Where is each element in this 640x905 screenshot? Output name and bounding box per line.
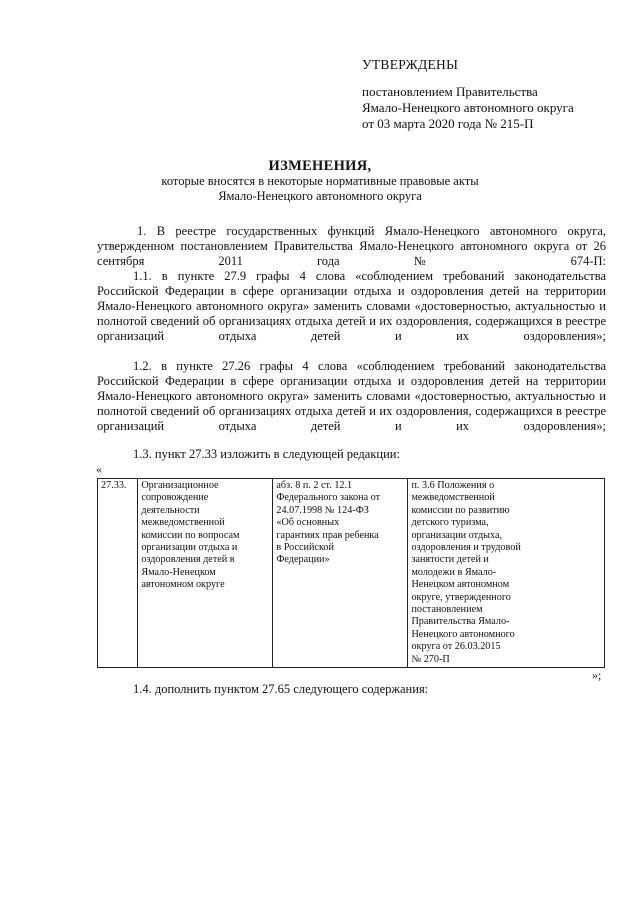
- table-row: [98, 479, 605, 668]
- cell-line: № 270-П: [411, 653, 450, 665]
- cell-line: молодежи в Ямало-: [411, 566, 497, 578]
- approved-heading: УТВЕРЖДЕНЫ: [362, 57, 459, 72]
- cell-line: оздоровления детей в: [141, 554, 235, 566]
- cell-line: занятости детей и: [411, 554, 489, 566]
- cell-line: п. 3.6 Положения о: [411, 480, 495, 491]
- cell-line: Федерального закона от: [276, 492, 381, 504]
- document-subtitle: Ямало-Ненецкого автономного округа: [218, 189, 422, 203]
- paragraph-1-1: 1.1. в пункте 27.9 графы 4 слова «соблюдением требований законодательства Российской Федерации в сфере организации отдыха и оздоровления детей на территории Ямало-Ненецкого автономного округа» заменить словами «достоверностью, актуальностью и полнотой сведений об организациях отдыха детей и их оздоровления, содержащихся в реестре организаций отдыха детей и их оздоровления»;: [97, 269, 606, 343]
- cell-line: Ненецком автономном: [411, 579, 510, 591]
- amendment-table: [97, 478, 605, 668]
- cell-line: автономном округе: [141, 579, 225, 591]
- cell-line: «Об основных: [276, 517, 340, 529]
- item-number-cell: [98, 479, 138, 668]
- resolution-line: Ямало-Ненецкого автономного округа: [362, 100, 574, 115]
- cell-line: Организационное: [141, 480, 219, 491]
- cell-line: организации отдыха,: [411, 529, 503, 541]
- cell-line: округе, утвержденного: [411, 591, 511, 603]
- paragraph-1-3: 1.3. пункт 27.33 изложить в следующей редакции:: [133, 447, 400, 461]
- cell-line: постановлением: [411, 604, 483, 616]
- cell-line: в Российской: [276, 542, 334, 554]
- cell-line: комиссии по вопросам: [141, 529, 240, 541]
- close-quote: »;: [592, 668, 602, 682]
- cell-line: Ямало-Ненецком: [141, 566, 216, 578]
- function-name-cell: [138, 479, 273, 668]
- resolution-line: постановлением Правительства: [362, 84, 538, 99]
- item-number: 27.33.: [101, 480, 127, 491]
- document-subtitle: которые вносятся в некоторые нормативные правовые акты: [161, 174, 479, 188]
- paragraph-1-2: 1.2. в пункте 27.26 графы 4 слова «соблюдением требований законодательства Российской Федерации в сфере организации отдыха и оздоровления детей на территории Ямало-Ненецкого автономного округа» заменить словами «достоверностью, актуальностью и полнотой сведений об организациях отдыха детей и их оздоровления, содержащихся в реестре организаций отдыха детей и их оздоровления»;: [97, 359, 606, 433]
- cell-line: гарантиях прав ребенка: [276, 529, 379, 541]
- cell-line: комиссии по развитию: [411, 504, 510, 516]
- cell-line: деятельности: [141, 504, 200, 516]
- cell-line: межведомственной: [141, 517, 225, 529]
- cell-line: 24.07.1998 № 124-ФЗ: [276, 504, 369, 516]
- cell-line: организации отдыха и: [141, 542, 238, 554]
- cell-line: Правительства Ямало-: [411, 616, 510, 628]
- paragraph-1-4: 1.4. дополнить пунктом 27.65 следующего содержания:: [133, 682, 429, 696]
- resolution-line: от 03 марта 2020 года № 215-П: [362, 116, 534, 131]
- cell-line: Ненецкого автономного: [411, 628, 515, 640]
- document-title: ИЗМЕНЕНИЯ,: [268, 158, 372, 174]
- paragraph-1: 1. В реестре государственных функций Ямало-Ненецкого автономного округа, утвержденном постановлением Правительства Ямало-Ненецкого автономного округа от 26 сентября 2011 года № 674-П:: [97, 224, 606, 268]
- regulation-cell: [408, 479, 605, 668]
- cell-line: округа от 26.03.2015: [411, 641, 501, 653]
- open-quote: «: [96, 462, 102, 476]
- cell-line: Федерации»: [276, 554, 330, 566]
- legal-basis-cell: [273, 479, 408, 668]
- cell-line: детского туризма,: [411, 517, 489, 529]
- cell-line: сопровождение: [141, 492, 209, 504]
- cell-line: межведомственной: [411, 492, 495, 504]
- cell-line: абз. 8 п. 2 ст. 12.1: [276, 480, 353, 491]
- cell-line: оздоровления и трудовой: [411, 542, 521, 554]
